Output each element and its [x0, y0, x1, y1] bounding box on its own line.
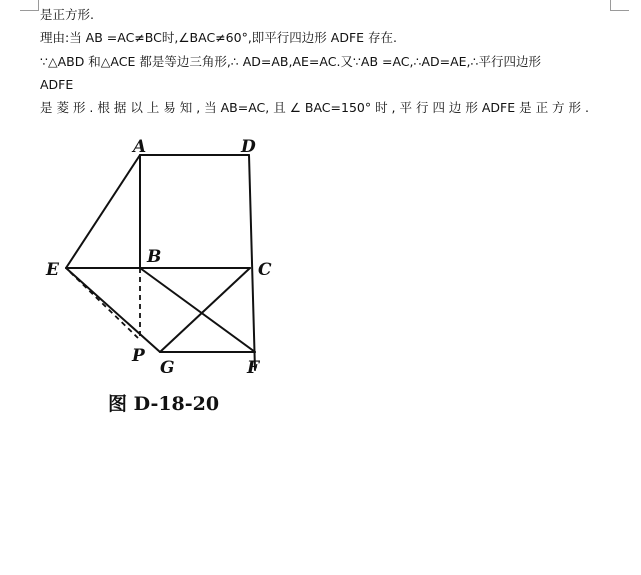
text-line-5: 是 菱 形 . 根 据 以 上 易 知 , 当 AB=AC, 且 ∠ BAC=150° 时 , 平 行 四 边 形 ADFE 是 正 方 形 .: [40, 100, 589, 115]
point-label-G: G: [160, 358, 175, 378]
point-label-B: B: [147, 247, 162, 267]
point-label-P: P: [132, 346, 145, 366]
segment-DF: [249, 155, 255, 370]
text-line-1: 是正方形.: [40, 7, 94, 22]
point-label-E: E: [46, 260, 59, 280]
point-label-F: F: [247, 358, 260, 378]
text-line-4: ADFE: [40, 77, 74, 92]
figure-caption: 图 D-18-20: [108, 393, 220, 415]
point-label-D: D: [241, 137, 256, 157]
point-label-C: C: [258, 260, 272, 280]
text-line-2: 理由:当 AB =AC≠BC时,∠BAC≠60°,即平行四边形 ADFE 存在.: [40, 30, 397, 45]
point-label-A: A: [133, 137, 147, 157]
segment-AE: [66, 155, 140, 268]
text-line-3: ∵△ABD 和△ACE 都是等边三角形,∴ AD=AB,AE=AC.又∵AB =AC,∴AD=AE,∴平行四边形: [40, 54, 541, 69]
